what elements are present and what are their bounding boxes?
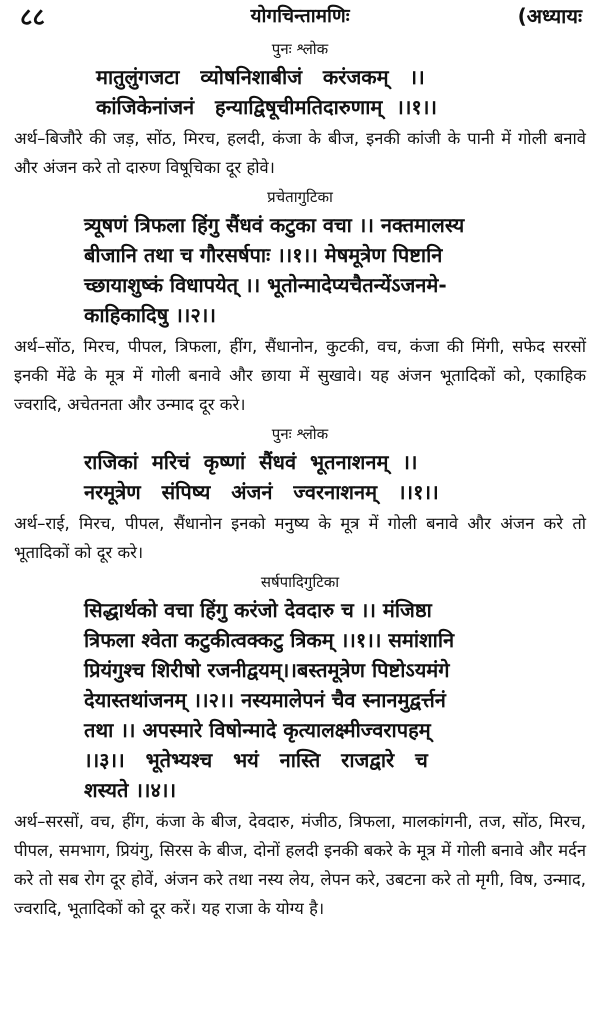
hindi-meaning: अर्थ–बिजौरे की जड़, सोंठ, मिरच, हलदी, कंजा के बीज, इनकी कांजी के पानी में गोली बनावे और अंजन करे तो दारुण विषूचिका दूर होवे। xyxy=(14,129,586,177)
verse-line: त्रिफला श्वेता कटुकीत्वक्कटु त्रिकम् ।।१।। समांशानि xyxy=(84,628,455,652)
verse-line: बीजानि तथा च गौरसर्षपाः ।।१।। मेषमूत्रेण पिष्टानि xyxy=(84,243,443,267)
running-title: योगचिन्तामणिः xyxy=(250,5,350,27)
verse-line: काहिकादिषु ।।२।। xyxy=(84,303,216,327)
recipe-section xyxy=(14,571,586,923)
verse-line: मातुलुंगजटा व्योषनिशाबीजं करंजकम् ।। xyxy=(96,65,425,89)
verse-line: शस्यते ।।४।। xyxy=(84,778,177,802)
section-subtitle: सर्षपादिगुटिका xyxy=(260,573,340,591)
verse-line: कांजिकेनांजनं हन्याद्विषूचीमतिदारुणाम् ।।१।। xyxy=(96,95,437,119)
chapter-label: (अध्यायः xyxy=(517,4,582,28)
section-subtitle: पुनः श्लोक xyxy=(271,40,329,58)
verse-line: च्छायाशुष्कं विधापयेत् ।। भूतोन्मादेप्यचैतन्येंऽजनमे- xyxy=(84,273,447,297)
verse-line: नरमूत्रेण संपिष्य अंजनं ज्वरनाशनम् ।।१।। xyxy=(84,480,439,504)
sanskrit-verse xyxy=(14,595,586,805)
hindi-meaning: अर्थ–राई, मिरच, पीपल, सैंधानोन इनको मनुष्य के मूत्र में गोली बनावे और अंजन करे तो भूतादिकों को दूर करे। xyxy=(14,514,586,562)
verse-line: राजिकां मरिचं कृष्णां सैंधवं भूतनाशनम् ।। xyxy=(84,450,418,474)
verse-line: तथा ।। अपस्मारे विषोन्मादे कृत्यालक्ष्मीज्वरापहम् xyxy=(84,718,431,742)
sanskrit-verse xyxy=(14,447,586,507)
section-subtitle: पुनः श्लोक xyxy=(271,425,329,443)
verse-line: प्रियंगुश्च शिरीषो रजनीद्वयम्।।बस्तमूत्रेण पिष्टोऽयमंगे xyxy=(84,658,450,682)
verse-line: सिद्धार्थको वचा हिंगु करंजो देवदारु च ।। मंजिष्ठा xyxy=(84,598,432,622)
verse-line: ।।३।। भूतेभ्यश्च भयं नास्ति राजद्वारे च xyxy=(84,748,428,772)
hindi-meaning: अर्थ–सरसों, वच, हींग, कंजा के बीज, देवदारु, मंजीठ, त्रिफला, मालकांगनी, तज, सोंठ, मिरच, पीपल, समभाग, प्रियंगु, सिरस के बीज, दोनों हलदी इनकी बकरे के मूत्र में गोली बनावे और मर्दन करे तो सब रोग दूर होवें, अंजन करे तथा नस्य लेय, लेपन करे, उबटना करे तो मृगी, विष, उन्माद, ज्वरादि, भूतादिकों को दूर करें। यह राजा के योग्य है। xyxy=(14,812,586,918)
sanskrit-verse xyxy=(14,210,586,330)
recipe-section xyxy=(14,38,586,182)
page-number: ८८ xyxy=(20,3,45,31)
hindi-meaning: अर्थ–सोंठ, मिरच, पीपल, त्रिफला, हींग, सैंधानोन, कुटकी, वच, कंजा की मिंगी, सफेद सरसों इनकी मेंढे के मूत्र में गोली बनावे और छाया में सुखावे। यह अंजन भूतादिकों को, एकाहिक ज्वरादि, अचेतनता और उन्माद दूर करे। xyxy=(14,337,586,414)
verse-line: त्र्यूषणं त्रिफला हिंगु सैंधवं कटुका वचा ।। नक्तमालस्य xyxy=(84,213,465,237)
verse-line: देयास्तथांजनम् ।।२।। नस्यमालेपनं चैव स्नानमुद्वर्त्तनं xyxy=(84,688,446,712)
recipe-section xyxy=(14,186,586,419)
sanskrit-verse xyxy=(14,62,586,122)
page-header xyxy=(14,0,586,34)
section-subtitle: प्रचेतागुटिका xyxy=(267,188,333,206)
recipe-section xyxy=(14,423,586,567)
